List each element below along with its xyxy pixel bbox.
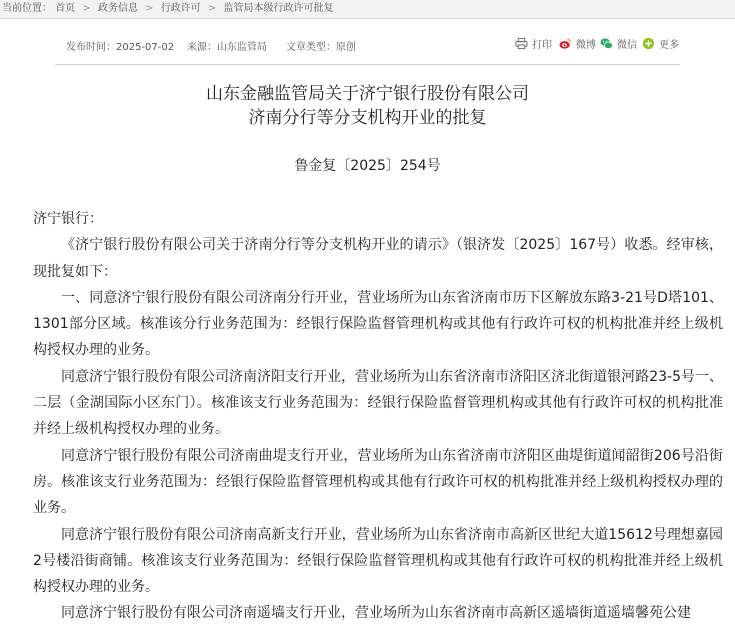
- paragraph: 《济宁银行股份有限公司关于济南分行等分支机构开业的请示》（银济发〔2025〕167号）收悉。经审核，现批复如下：: [33, 237, 723, 280]
- breadcrumb-label: 当前位置：: [2, 3, 52, 14]
- weixin-icon: [600, 37, 613, 50]
- print-label: 打印: [532, 40, 552, 51]
- title-line-1: 山东金融监管局关于济宁银行股份有限公司: [206, 84, 529, 104]
- article-meta: [0, 32, 735, 58]
- plus-icon: [642, 37, 655, 50]
- document-number: 鲁金复〔2025〕254号: [294, 158, 441, 174]
- document-body: [33, 206, 723, 627]
- print-button[interactable]: [515, 36, 552, 51]
- paragraph: 同意济宁银行股份有限公司济南济阳支行开业，营业场所为山东省济南市济阳区济北街道银河路23-5号一、二层（金湖国际小区东门）。核准该支行业务范围为：经银行保险监督管理机构或其他有行政许可权的机构批准并经上级机构授权办理的业务。: [33, 368, 723, 438]
- article-type: 文章类型：原创: [286, 42, 356, 53]
- meta-divider: [55, 64, 680, 65]
- weibo-label: 微博: [576, 40, 596, 51]
- more-label: 更多: [659, 40, 679, 51]
- breadcrumb-separator: >: [145, 3, 154, 14]
- breadcrumb-current-link[interactable]: 监管局本级行政许可批复: [223, 3, 334, 14]
- breadcrumb-separator: >: [207, 3, 217, 14]
- more-share-button[interactable]: [642, 36, 679, 51]
- paragraph: 一、同意济宁银行股份有限公司济南分行开业，营业场所为山东省济南市历下区解放东路3-21号D塔101、1301部分区域。核准该分行业务范围为：经银行保险监督管理机构或其他有行政许可权的机构批准并经上级机构授权办理的业务。: [33, 289, 723, 359]
- paragraph: 同意济宁银行股份有限公司济南曲堤支行开业，营业场所为山东省济南市济阳区曲堤街道闻韶街206号沿街房。核准该支行业务范围为：经银行保险监督管理机构或其他有行政许可权的机构批准并经上级机构授权办理的业务。: [33, 447, 723, 517]
- breadcrumb-license-link[interactable]: 行政许可: [160, 3, 201, 14]
- weixin-label: 微信: [617, 40, 637, 51]
- article-source: 来源：山东监管局: [187, 42, 267, 53]
- weibo-icon: [559, 37, 572, 50]
- addressee: 济宁银行：: [33, 211, 103, 227]
- paragraph: 同意济宁银行股份有限公司济南遥墙支行开业，营业场所为山东省济南市高新区遥墙街道遥墙馨苑公建: [61, 605, 691, 622]
- breadcrumb: [0, 0, 735, 19]
- title-line-2: 济南分行等分支机构开业的批复: [248, 108, 487, 128]
- print-icon: [515, 37, 528, 50]
- breadcrumb-news-link[interactable]: 政务信息: [97, 3, 138, 14]
- weixin-share-button[interactable]: [600, 36, 637, 51]
- weibo-share-button[interactable]: [559, 36, 596, 51]
- document-title: [0, 82, 735, 130]
- breadcrumb-home-link[interactable]: 首页: [55, 3, 76, 14]
- breadcrumb-separator: >: [82, 3, 91, 14]
- publish-date: 发布时间：2025-07-02: [66, 42, 175, 53]
- paragraph: 同意济宁银行股份有限公司济南高新支行开业，营业场所为山东省济南市高新区世纪大道15612号理想嘉园2号楼沿街商铺。核准该支行业务范围为：经银行保险监督管理机构或其他有行政许可权的机构批准并经上级机构授权办理的业务。: [33, 526, 723, 596]
